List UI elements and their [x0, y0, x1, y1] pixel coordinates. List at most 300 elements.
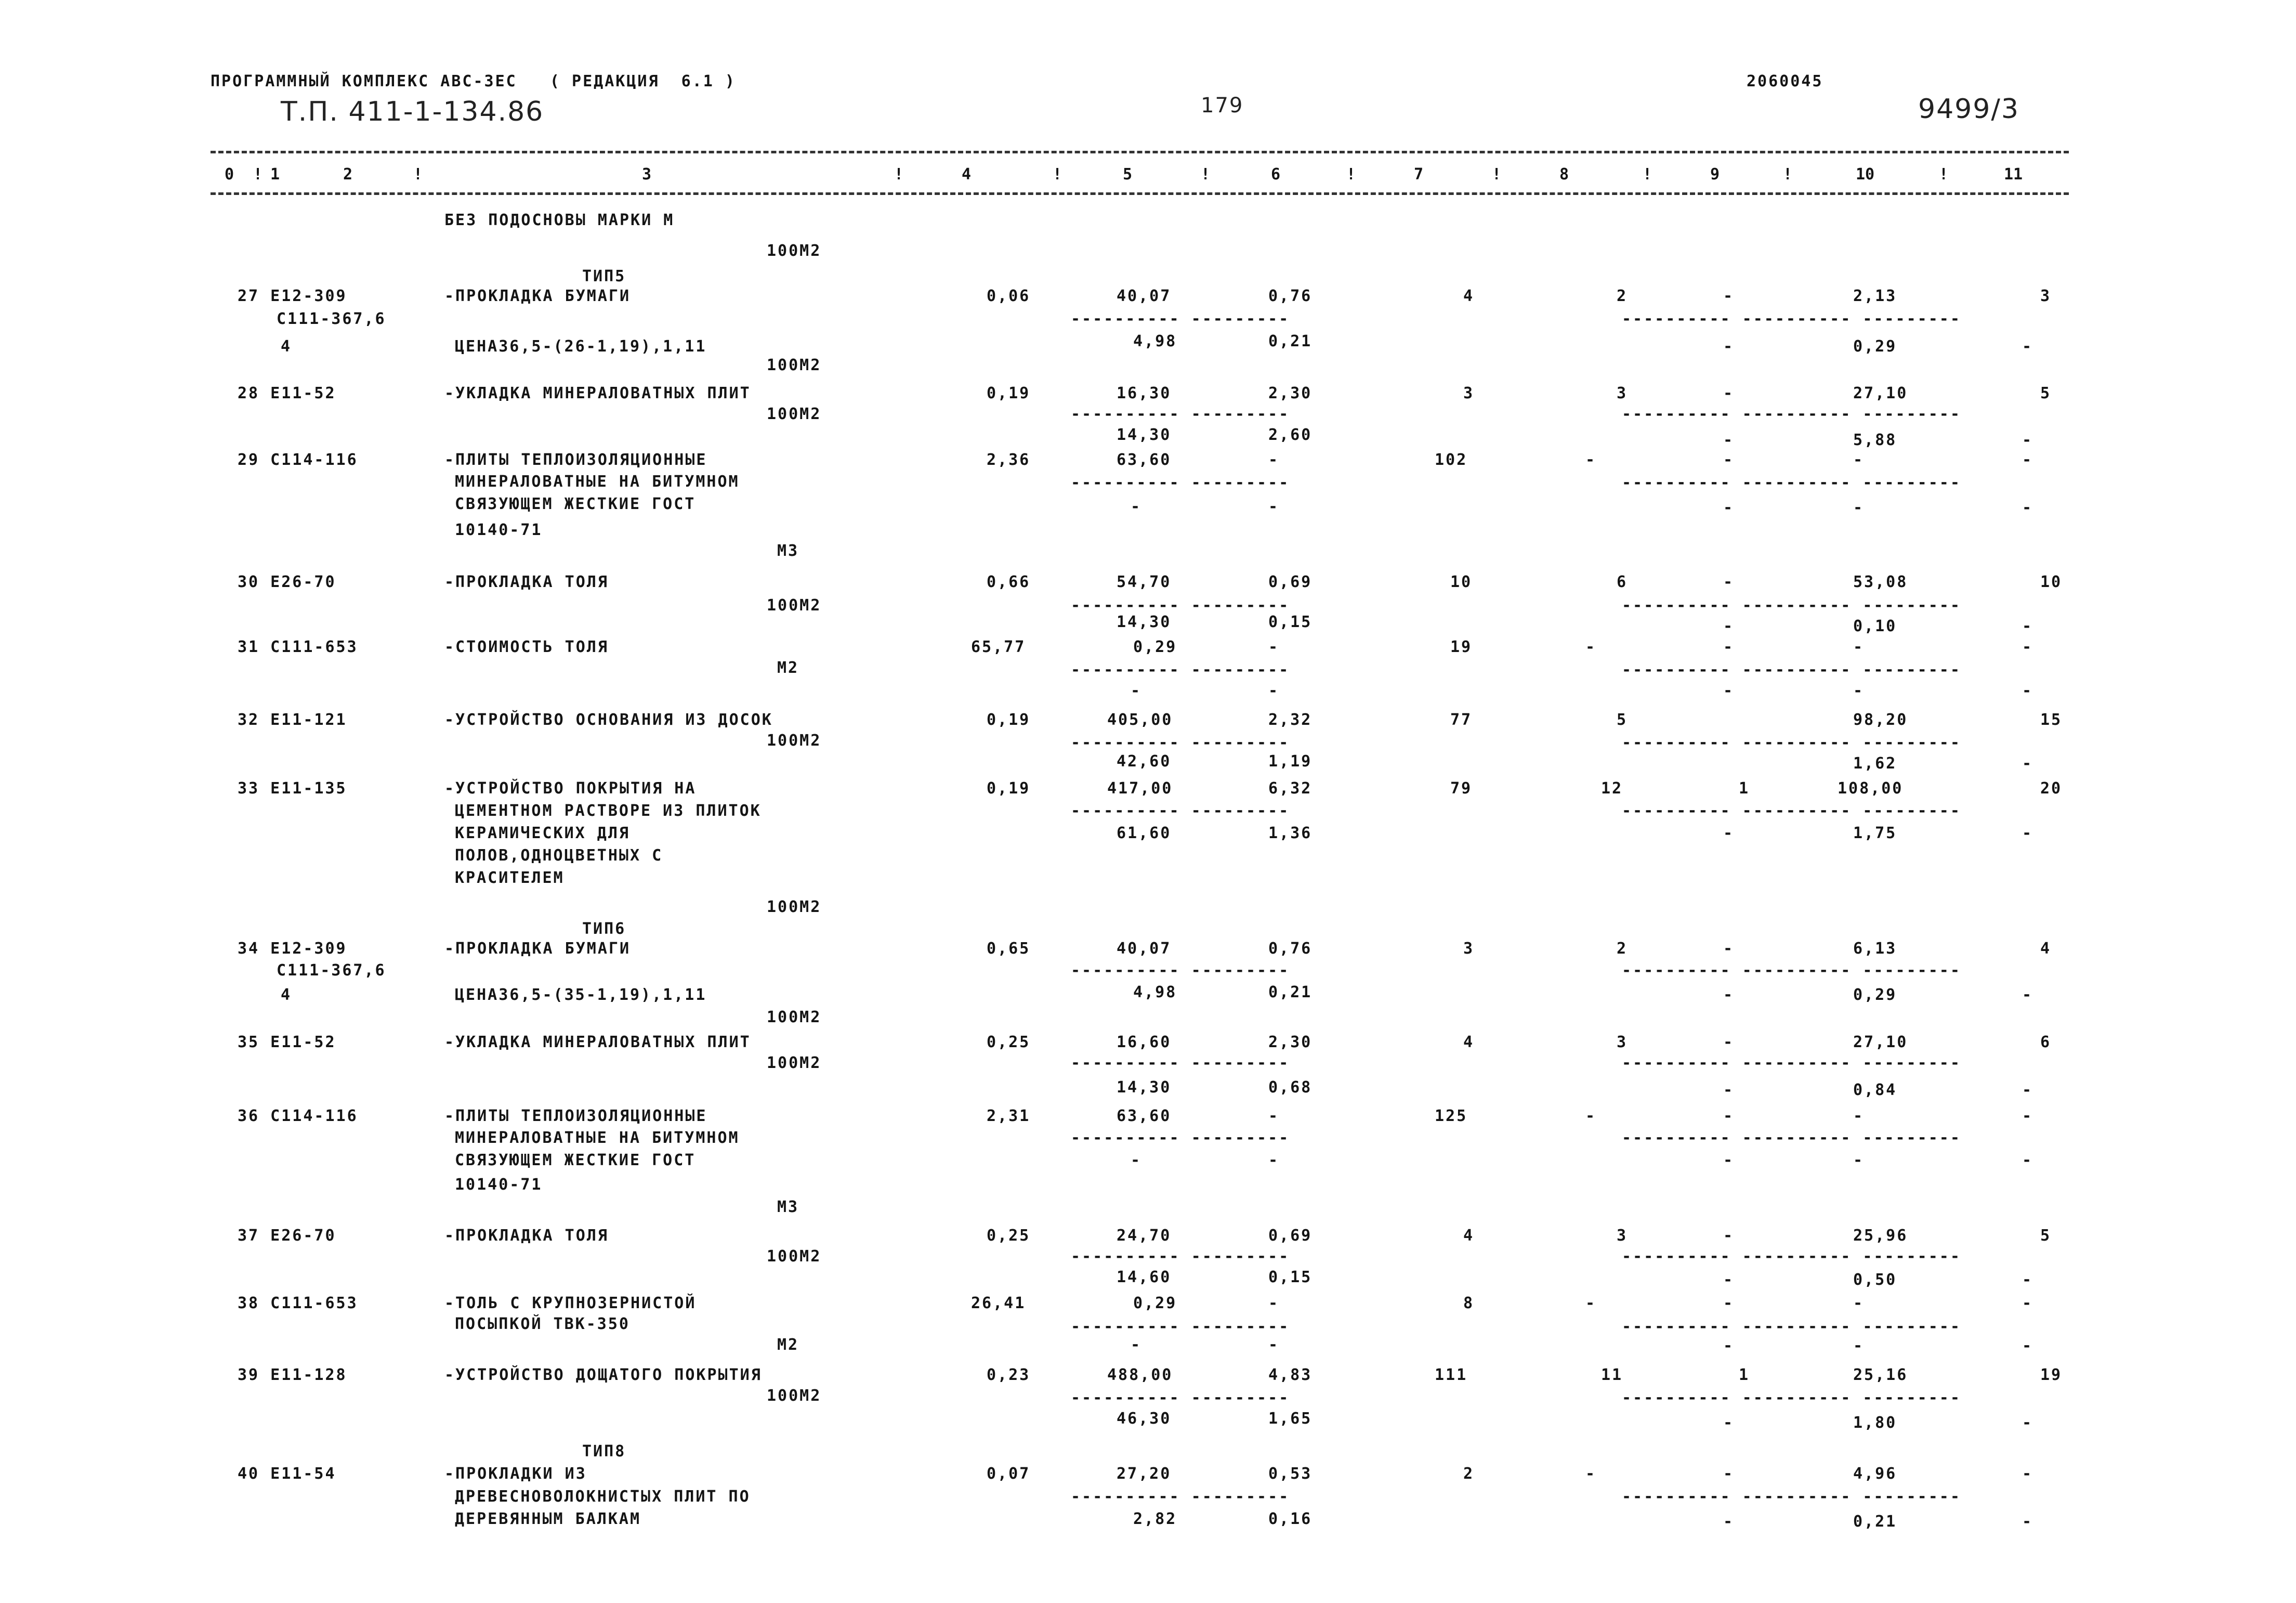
estimate-text-line: 100М2	[767, 1247, 822, 1266]
estimate-text-line: 11	[1601, 1366, 1623, 1384]
estimate-text-line: 14,30	[1117, 1078, 1172, 1097]
estimate-text-line: 0,29	[1133, 1294, 1177, 1312]
estimate-text-line: МИНЕРАЛОВАТНЫЕ НА БИТУМНОМ	[455, 473, 740, 491]
estimate-text-line: 488,00	[1107, 1366, 1173, 1384]
estimate-text-line: М3	[777, 1198, 799, 1216]
estimate-text-line: -	[1585, 638, 1597, 656]
estimate-text-line: ---------- ---------- ---------	[1622, 474, 1961, 492]
header-rule-top	[211, 151, 2069, 153]
estimate-text-line: 0,21	[1268, 332, 1313, 350]
estimate-text-line: 0,69	[1268, 573, 1313, 591]
estimate-text-line: 0,69	[1268, 1227, 1313, 1245]
estimate-text-line: -	[2022, 638, 2033, 656]
estimate-text-line: 10	[2040, 573, 2063, 591]
column-number-6: 6	[1271, 165, 1281, 184]
estimate-text-line: 125	[1435, 1107, 1468, 1125]
estimate-text-line: 5	[2040, 1227, 2052, 1245]
estimate-text-line: 20	[2040, 779, 2063, 798]
estimate-text-line: 61,60	[1117, 824, 1172, 842]
estimate-text-line: -	[2022, 1081, 2033, 1099]
sheet-number: 9499/3	[1918, 94, 2019, 125]
estimate-text-line: 29 С114-116	[238, 451, 358, 469]
estimate-text-line: ---------- ---------- ---------	[1622, 734, 1961, 752]
estimate-text-line: -	[2022, 1465, 2033, 1483]
estimate-text-line: 28 Е11-52	[238, 384, 336, 402]
estimate-text-line: -	[1853, 499, 1865, 517]
estimate-text-line: 25,16	[1853, 1366, 1908, 1384]
estimate-text-line: 0,53	[1268, 1465, 1313, 1483]
estimate-text-line: -	[1723, 940, 1735, 958]
estimate-text-line: 0,06	[987, 287, 1031, 305]
estimate-text-line: 39 Е11-128	[238, 1366, 347, 1384]
estimate-text-line: ---------- ---------- ---------	[1622, 1318, 1961, 1336]
estimate-text-line: -	[1723, 1513, 1735, 1531]
estimate-text-line: ---------- ---------- ---------	[1622, 1054, 1961, 1072]
estimate-text-line: -ТОЛЬ С КРУПНОЗЕРНИСТОЙ	[444, 1294, 697, 1312]
estimate-text-line: -	[1723, 431, 1735, 449]
estimate-text-line: КЕРАМИЧЕСКИХ ДЛЯ	[455, 824, 630, 842]
estimate-text-line: 405,00	[1107, 711, 1173, 729]
estimate-text-line: 0,76	[1268, 940, 1313, 958]
estimate-text-line: -	[1723, 1107, 1735, 1125]
column-separator: !	[1939, 165, 1949, 184]
estimate-text-line: -	[1131, 1336, 1142, 1354]
estimate-text-line: М2	[777, 1336, 799, 1354]
estimate-text-line: 0,15	[1268, 613, 1313, 631]
estimate-text-line: ---------- ---------	[1071, 661, 1290, 679]
estimate-text-line: 1,80	[1853, 1414, 1897, 1432]
estimate-text-line: 6	[2040, 1033, 2052, 1051]
column-number-9: 9	[1710, 165, 1720, 184]
estimate-text-line: -	[1723, 1337, 1735, 1355]
estimate-text-line: 63,60	[1117, 451, 1172, 469]
project-reference: Т.П. 411-1-134.86	[281, 96, 544, 127]
estimate-text-line: -ПРОКЛАДКА ТОЛЯ	[444, 1227, 609, 1245]
estimate-text-line: 24,70	[1117, 1227, 1172, 1245]
estimate-text-line: ---------- ---------- ---------	[1622, 1389, 1961, 1407]
estimate-text-line: 34 Е12-309	[238, 940, 347, 958]
estimate-text-line: ---------- ---------- ---------	[1622, 661, 1961, 679]
estimate-text-line: 4	[1463, 287, 1475, 305]
estimate-text-line: 40 Е11-54	[238, 1465, 336, 1483]
estimate-text-line: 100М2	[767, 732, 822, 750]
estimate-text-line: 0,66	[987, 573, 1031, 591]
estimate-text-line: 30 Е26-70	[238, 573, 336, 591]
estimate-text-line: ---------- ---------	[1071, 802, 1290, 820]
estimate-text-line: 15	[2040, 711, 2063, 729]
estimate-text-line: 0,29	[1853, 337, 1897, 356]
estimate-text-line: ---------- ---------	[1071, 1488, 1290, 1506]
estimate-text-line: 1,19	[1268, 752, 1313, 771]
estimate-text-line: 1	[1739, 779, 1750, 798]
estimate-text-line: 35 Е11-52	[238, 1033, 336, 1051]
estimate-text-line: 100М2	[767, 1008, 822, 1026]
estimate-text-line: 0,68	[1268, 1078, 1313, 1097]
estimate-text-line: -ПРОКЛАДКИ ИЗ	[444, 1465, 587, 1483]
document-code: 2060045	[1747, 72, 1823, 90]
estimate-text-line: 0,76	[1268, 287, 1313, 305]
header-rule-bottom	[211, 192, 2069, 195]
estimate-text-line: 1,75	[1853, 824, 1897, 842]
estimate-text-line: 2	[1617, 940, 1628, 958]
estimate-text-line: ТИП8	[582, 1442, 626, 1461]
estimate-text-line: 1,62	[1853, 754, 1897, 773]
estimate-text-line: ---------- ---------	[1071, 596, 1290, 615]
estimate-text-line: БЕЗ ПОДОСНОВЫ МАРКИ М	[444, 211, 675, 229]
estimate-text-line: 2,82	[1133, 1510, 1177, 1528]
estimate-text-line: -	[1853, 1337, 1865, 1355]
column-number-1: 1	[270, 165, 280, 184]
estimate-text-line: 1,65	[1268, 1410, 1313, 1428]
estimate-text-line: -	[1131, 498, 1142, 516]
estimate-text-line: -ПРОКЛАДКА БУМАГИ	[444, 940, 631, 958]
estimate-text-line: 4	[281, 986, 292, 1004]
estimate-text-line: -	[1268, 682, 1280, 700]
estimate-text-line: 5	[2040, 384, 2052, 402]
estimate-text-line: ---------- ---------	[1071, 1247, 1290, 1266]
estimate-text-line: 3	[1617, 384, 1628, 402]
column-number-11: 11	[2004, 165, 2023, 184]
estimate-text-line: ---------- ---------	[1071, 310, 1290, 328]
column-separator: !	[253, 165, 263, 184]
estimate-text-line: 4	[1463, 1227, 1475, 1245]
estimate-text-line: 0,15	[1268, 1268, 1313, 1286]
column-number-8: 8	[1559, 165, 1569, 184]
estimate-text-line: 14,30	[1117, 613, 1172, 631]
estimate-text-line: -УКЛАДКА МИНЕРАЛОВАТНЫХ ПЛИТ	[444, 384, 751, 402]
estimate-text-line: -	[1853, 682, 1865, 700]
estimate-text-line: -	[1585, 451, 1597, 469]
estimate-text-line: ---------- ---------	[1071, 474, 1290, 492]
estimate-text-line: -	[1723, 384, 1735, 402]
estimate-text-line: -	[2022, 754, 2033, 773]
estimate-text-line: -	[1131, 1151, 1142, 1169]
estimate-text-line: ---------- ---------	[1071, 734, 1290, 752]
estimate-text-line: ---------- ---------	[1071, 1389, 1290, 1407]
estimate-text-line: 32 Е11-121	[238, 711, 347, 729]
estimate-text-line: 77	[1450, 711, 1473, 729]
estimate-text-line: 40,07	[1117, 940, 1172, 958]
estimate-text-line: С111-367,6	[277, 310, 386, 328]
estimate-text-line: -	[1723, 451, 1735, 469]
estimate-text-line: -	[1723, 986, 1735, 1004]
estimate-text-line: -	[2022, 1513, 2033, 1531]
estimate-text-line: -	[2022, 617, 2033, 635]
estimate-text-line: 31 С111-653	[238, 638, 358, 656]
estimate-text-line: 6	[1617, 573, 1628, 591]
estimate-text-line: -	[1853, 1151, 1865, 1169]
column-number-2: 2	[343, 165, 353, 184]
estimate-text-line: 0,65	[987, 940, 1031, 958]
estimate-text-line: -	[1723, 1081, 1735, 1099]
estimate-text-line: -УСТРОЙСТВО ОСНОВАНИЯ ИЗ ДОСОК	[444, 711, 773, 729]
estimate-text-line: 12	[1601, 779, 1623, 798]
column-number-10: 10	[1856, 165, 1875, 184]
estimate-text-line: -	[1268, 638, 1280, 656]
estimate-text-line: ---------- ---------	[1071, 1129, 1290, 1147]
estimate-text-line: 38 С111-653	[238, 1294, 358, 1312]
estimate-text-line: ---------- ---------- ---------	[1622, 1488, 1961, 1506]
program-title: ПРОГРАММНЫЙ КОМПЛЕКС АВС-ЗЕС ( РЕДАКЦИЯ 6.1 )	[211, 72, 736, 90]
estimate-text-line: -	[1723, 573, 1735, 591]
estimate-text-line: 3	[1617, 1033, 1628, 1051]
column-separator: !	[1643, 165, 1652, 184]
estimate-text-line: 4,98	[1133, 332, 1177, 350]
column-number-5: 5	[1123, 165, 1133, 184]
estimate-text-line: -ПЛИТЫ ТЕПЛОИЗОЛЯЦИОННЫЕ	[444, 451, 707, 469]
column-separator: !	[1053, 165, 1062, 184]
estimate-text-line: ---------- ---------- ---------	[1622, 1129, 1961, 1147]
estimate-text-line: -	[1723, 638, 1735, 656]
estimate-text-line: 0,25	[987, 1033, 1031, 1051]
estimate-text-line: -	[2022, 1107, 2033, 1125]
estimate-text-line: -	[1723, 1151, 1735, 1169]
estimate-text-line: -	[2022, 1337, 2033, 1355]
estimate-text-line: 53,08	[1853, 573, 1908, 591]
estimate-text-line: 63,60	[1117, 1107, 1172, 1125]
estimate-text-line: 16,30	[1117, 384, 1172, 402]
estimate-text-line: СВЯЗУЮЩЕМ ЖЕСТКИЕ ГОСТ	[455, 495, 696, 513]
estimate-text-line: -ПРОКЛАДКА БУМАГИ	[444, 287, 631, 305]
estimate-text-line: 2	[1617, 287, 1628, 305]
estimate-text-line: 27,10	[1853, 1033, 1908, 1051]
estimate-text-line: 42,60	[1117, 752, 1172, 771]
estimate-text-line: 33 Е11-135	[238, 779, 347, 798]
estimate-text-line: -СТОИМОСТЬ ТОЛЯ	[444, 638, 609, 656]
estimate-text-line: -УСТРОЙСТВО ПОКРЫТИЯ НА	[444, 779, 697, 798]
estimate-text-line: МИНЕРАЛОВАТНЫЕ НА БИТУМНОМ	[455, 1129, 740, 1147]
estimate-text-line: 10	[1450, 573, 1473, 591]
estimate-text-line: 10140-71	[455, 1176, 543, 1194]
estimate-text-line: 0,21	[1853, 1513, 1897, 1531]
estimate-text-line: 100М2	[767, 1054, 822, 1072]
estimate-text-line: -ПРОКЛАДКА ТОЛЯ	[444, 573, 609, 591]
estimate-text-line: СВЯЗУЮЩЕМ ЖЕСТКИЕ ГОСТ	[455, 1151, 696, 1169]
column-separator: !	[1783, 165, 1793, 184]
estimate-text-line: ---------- ---------- ---------	[1622, 405, 1961, 423]
estimate-text-line: -	[1723, 287, 1735, 305]
estimate-text-line: ЦЕНА36,5-(26-1,19),1,11	[455, 337, 707, 356]
estimate-text-line: -	[1723, 1271, 1735, 1289]
estimate-text-line: 3	[1463, 940, 1475, 958]
estimate-text-line: 100М2	[767, 1387, 822, 1405]
estimate-text-line: 100М2	[767, 596, 822, 615]
estimate-text-line: 100М2	[767, 356, 822, 374]
estimate-text-line: -	[1723, 1227, 1735, 1245]
column-separator: !	[413, 165, 423, 184]
estimate-text-line: -	[1853, 638, 1865, 656]
estimate-text-line: 0,21	[1268, 983, 1313, 1001]
estimate-text-line: -	[1723, 1414, 1735, 1432]
estimate-text-line: 98,20	[1853, 711, 1908, 729]
estimate-text-line: -	[1723, 1294, 1735, 1312]
estimate-text-line: ДРЕВЕСНОВОЛОКНИСТЫХ ПЛИТ ПО	[455, 1488, 751, 1506]
estimate-text-line: ЦЕМЕНТНОМ РАСТВОРЕ ИЗ ПЛИТОК	[455, 802, 762, 820]
estimate-text-line: 1	[1739, 1366, 1750, 1384]
estimate-text-line: -	[2022, 682, 2033, 700]
estimate-text-line: -	[2022, 824, 2033, 842]
estimate-text-line: 14,60	[1117, 1268, 1172, 1286]
estimate-text-line: 8	[1463, 1294, 1475, 1312]
estimate-text-line: 0,25	[987, 1227, 1031, 1245]
estimate-text-line: 100М2	[767, 405, 822, 423]
column-number-4: 4	[962, 165, 972, 184]
estimate-text-line: -	[1268, 1294, 1280, 1312]
estimate-text-line: М2	[777, 659, 799, 677]
estimate-text-line: -	[2022, 1271, 2033, 1289]
estimate-text-line: ---------- ---------- ---------	[1622, 802, 1961, 820]
estimate-text-line: ---------- ---------- ---------	[1622, 961, 1961, 980]
estimate-text-line: 25,96	[1853, 1227, 1908, 1245]
estimate-text-line: 4	[2040, 940, 2052, 958]
estimate-text-line: -	[1585, 1294, 1597, 1312]
estimate-text-line: 0,19	[987, 384, 1031, 402]
estimate-text-line: 54,70	[1117, 573, 1172, 591]
estimate-text-line: 6,13	[1853, 940, 1897, 958]
estimate-text-line: -УСТРОЙСТВО ДОЩАТОГО ПОКРЫТИЯ	[444, 1366, 762, 1384]
estimate-text-line: ---------- ---------- ---------	[1622, 310, 1961, 328]
column-separator: !	[1346, 165, 1356, 184]
column-separator: !	[1201, 165, 1211, 184]
estimate-text-line: -	[1853, 451, 1865, 469]
estimate-text-line: 79	[1450, 779, 1473, 798]
estimate-text-line: 2	[1463, 1465, 1475, 1483]
estimate-text-line: -	[1585, 1465, 1597, 1483]
column-number-3: 3	[642, 165, 652, 184]
estimate-text-line: -	[2022, 1294, 2033, 1312]
column-number-0: 0	[225, 165, 234, 184]
estimate-text-line: 16,60	[1117, 1033, 1172, 1051]
estimate-text-line: 3	[1463, 384, 1475, 402]
estimate-text-line: 0,50	[1853, 1271, 1897, 1289]
estimate-text-line: 27,20	[1117, 1465, 1172, 1483]
estimate-text-line: 27 Е12-309	[238, 287, 347, 305]
estimate-text-line: 4	[1463, 1033, 1475, 1051]
estimate-text-line: -	[1131, 682, 1142, 700]
estimate-text-line: 10140-71	[455, 521, 543, 539]
estimate-text-line: 2,36	[987, 451, 1031, 469]
estimate-text-line: 4,98	[1133, 983, 1177, 1001]
estimate-text-line: -	[1723, 824, 1735, 842]
estimate-text-line: -	[2022, 986, 2033, 1004]
estimate-text-line: 0,07	[987, 1465, 1031, 1483]
estimate-text-line: -	[1853, 1294, 1865, 1312]
estimate-text-line: -	[2022, 431, 2033, 449]
estimate-text-line: ---------- ---------- ---------	[1622, 596, 1961, 615]
estimate-text-line: ---------- ---------	[1071, 1054, 1290, 1072]
estimate-text-line: 108,00	[1838, 779, 1904, 798]
estimate-text-line: 65,77	[971, 638, 1026, 656]
estimate-text-line: 26,41	[971, 1294, 1026, 1312]
estimate-text-line: -	[1268, 1336, 1280, 1354]
estimate-text-line: 19	[2040, 1366, 2063, 1384]
estimate-text-line: -	[1723, 499, 1735, 517]
estimate-text-line: ДЕРЕВЯННЫМ БАЛКАМ	[455, 1510, 641, 1528]
estimate-text-line: -	[1723, 682, 1735, 700]
estimate-text-line: ---------- ---------- ---------	[1622, 1247, 1961, 1266]
estimate-text-line: 36 С114-116	[238, 1107, 358, 1125]
estimate-text-line: 102	[1435, 451, 1468, 469]
estimate-text-line: 46,30	[1117, 1410, 1172, 1428]
estimate-text-line: 2,31	[987, 1107, 1031, 1125]
estimate-text-line: ТИП6	[582, 920, 626, 938]
estimate-text-line: -	[1268, 1151, 1280, 1169]
column-separator: !	[1492, 165, 1502, 184]
estimate-text-line: 2,60	[1268, 426, 1313, 444]
estimate-text-line: -	[2022, 1414, 2033, 1432]
estimate-text-line: -	[1268, 498, 1280, 516]
estimate-text-line: 2,13	[1853, 287, 1897, 305]
estimate-text-line: ТИП5	[582, 267, 626, 285]
estimate-text-line: 417,00	[1107, 779, 1173, 798]
estimate-text-line: -ПЛИТЫ ТЕПЛОИЗОЛЯЦИОННЫЕ	[444, 1107, 707, 1125]
estimate-text-line: 0,16	[1268, 1510, 1313, 1528]
column-separator: !	[894, 165, 904, 184]
estimate-text-line: 14,30	[1117, 426, 1172, 444]
estimate-text-line: 0,29	[1853, 986, 1897, 1004]
column-number-7: 7	[1414, 165, 1424, 184]
estimate-text-line: ПОЛОВ,ОДНОЦВЕТНЫХ С	[455, 846, 663, 865]
estimate-text-line: 37 Е26-70	[238, 1227, 336, 1245]
estimate-text-line: 0,84	[1853, 1081, 1897, 1099]
estimate-text-line: ПОСЫПКОЙ ТВК-350	[455, 1315, 630, 1333]
estimate-text-line: -	[1268, 1107, 1280, 1125]
estimate-text-line: 3	[1617, 1227, 1628, 1245]
estimate-text-line: -	[2022, 451, 2033, 469]
estimate-text-line: -	[1853, 1107, 1865, 1125]
estimate-text-line: -	[1723, 1033, 1735, 1051]
estimate-text-line: ---------- ---------	[1071, 405, 1290, 423]
estimate-text-line: С111-367,6	[277, 961, 386, 980]
estimate-text-line: М3	[777, 542, 799, 560]
estimate-text-line: 19	[1450, 638, 1473, 656]
estimate-text-line: 0,23	[987, 1366, 1031, 1384]
estimate-text-line: -	[2022, 499, 2033, 517]
estimate-text-line: 40,07	[1117, 287, 1172, 305]
estimate-text-line: 3	[2040, 287, 2052, 305]
estimate-text-line: 2,32	[1268, 711, 1313, 729]
estimate-text-line: 0,19	[987, 711, 1031, 729]
estimate-text-line: -	[2022, 1151, 2033, 1169]
estimate-text-line: 6,32	[1268, 779, 1313, 798]
estimate-text-line: 0,19	[987, 779, 1031, 798]
page-number: 179	[1201, 94, 1244, 118]
estimate-text-line: -	[1585, 1107, 1597, 1125]
estimate-text-line: 4,83	[1268, 1366, 1313, 1384]
estimate-text-line: КРАСИТЕЛЕМ	[455, 869, 565, 887]
estimate-text-line: -	[1723, 337, 1735, 356]
estimate-text-line: -	[1268, 451, 1280, 469]
estimate-text-line: 2,30	[1268, 1033, 1313, 1051]
estimate-text-line: 5	[1617, 711, 1628, 729]
estimate-text-line: -УКЛАДКА МИНЕРАЛОВАТНЫХ ПЛИТ	[444, 1033, 751, 1051]
estimate-text-line: 5,88	[1853, 431, 1897, 449]
estimate-text-line: 111	[1435, 1366, 1468, 1384]
estimate-text-line: 27,10	[1853, 384, 1908, 402]
estimate-text-line: -	[1723, 617, 1735, 635]
estimate-text-line: 100М2	[767, 242, 822, 260]
estimate-text-line: -	[1723, 1465, 1735, 1483]
estimate-text-line: 4	[281, 337, 292, 356]
estimate-text-line: ЦЕНА36,5-(35-1,19),1,11	[455, 986, 707, 1004]
estimate-text-line: -	[2022, 337, 2033, 356]
estimate-text-line: ---------- ---------	[1071, 961, 1290, 980]
estimate-text-line: 0,10	[1853, 617, 1897, 635]
estimate-text-line: 0,29	[1133, 638, 1177, 656]
estimate-text-line: 1,36	[1268, 824, 1313, 842]
estimate-text-line: 4,96	[1853, 1465, 1897, 1483]
estimate-text-line: 100М2	[767, 898, 822, 916]
